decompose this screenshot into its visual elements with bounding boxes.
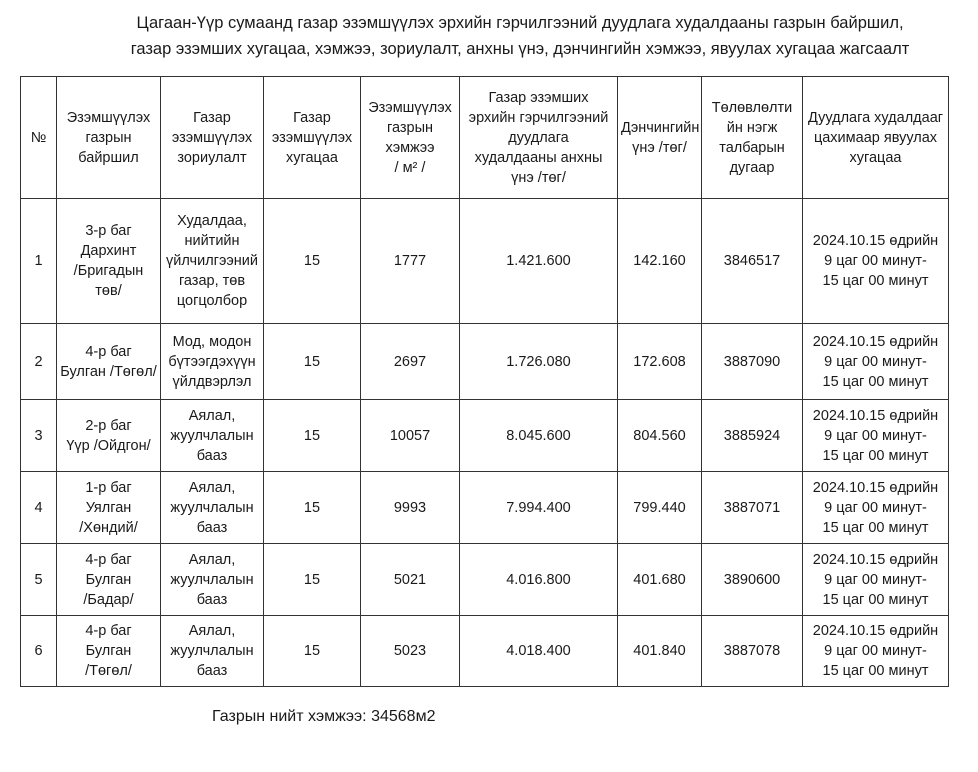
cell-deposit: 401.840 (618, 616, 702, 687)
cell-auction-time: 2024.10.15 өдрийн 9 цаг 00 минут- 15 цаг 00 минут (803, 400, 949, 472)
cell-number: 1 (21, 199, 57, 324)
table-row (21, 616, 949, 687)
cell-deposit: 804.560 (618, 400, 702, 472)
cell-area: 5021 (361, 544, 460, 616)
cell-duration: 15 (264, 199, 361, 324)
cell-purpose: Аялал, жуулчлалын бааз (161, 616, 264, 687)
cell-deposit: 799.440 (618, 472, 702, 544)
cell-location: 4-р баг Булган /Төгөл/ (57, 616, 161, 687)
cell-number: 6 (21, 616, 57, 687)
cell-duration: 15 (264, 616, 361, 687)
cell-start-price: 1.726.080 (460, 324, 618, 400)
header-auction-time: Дуудлага худалдааг цахимаар явуулах хугацаа (803, 77, 949, 199)
total-area-note: Газрын нийт хэмжээ: 34568м2 (212, 708, 436, 725)
cell-parcel-number: 3885924 (702, 400, 803, 472)
cell-start-price: 4.018.400 (460, 616, 618, 687)
cell-parcel-number: 3887090 (702, 324, 803, 400)
table-row (21, 324, 949, 400)
cell-start-price: 1.421.600 (460, 199, 618, 324)
cell-purpose: Аялал, жуулчлалын бааз (161, 472, 264, 544)
cell-area: 9993 (361, 472, 460, 544)
cell-duration: 15 (264, 544, 361, 616)
cell-deposit: 172.608 (618, 324, 702, 400)
cell-area: 5023 (361, 616, 460, 687)
cell-deposit: 401.680 (618, 544, 702, 616)
cell-auction-time: 2024.10.15 өдрийн 9 цаг 00 минут- 15 цаг 00 минут (803, 616, 949, 687)
cell-purpose: Аялал, жуулчлалын бааз (161, 544, 264, 616)
cell-start-price: 7.994.400 (460, 472, 618, 544)
cell-number: 4 (21, 472, 57, 544)
cell-duration: 15 (264, 400, 361, 472)
cell-parcel-number: 3890600 (702, 544, 803, 616)
title-line-1: Цагаан-Үүр сумаанд газар эзэмшүүлэх эрхийн гэрчилгээний дуудлага худалдааны газрын байршил, (136, 14, 904, 32)
cell-number: 5 (21, 544, 57, 616)
header-parcel-number: Төлөвлөлти йн нэгж талбарын дугаар (702, 77, 803, 199)
header-location: Эзэмшүүлэх газрын байршил (57, 77, 161, 199)
header-deposit: Дэнчингийн үнэ /төг/ (618, 77, 702, 199)
cell-parcel-number: 3846517 (702, 199, 803, 324)
cell-start-price: 8.045.600 (460, 400, 618, 472)
header-duration: Газар эзэмшүүлэх хугацаа (264, 77, 361, 199)
title-line-2: газар эзэмших хугацаа, хэмжээ, зориулалт, анхны үнэ, дэнчингийн хэмжээ, явуулах хугацаа жагсаалт (130, 40, 910, 58)
table-row (21, 400, 949, 472)
cell-location: 4-р баг Булган /Бадар/ (57, 544, 161, 616)
cell-number: 2 (21, 324, 57, 400)
cell-area: 10057 (361, 400, 460, 472)
cell-auction-time: 2024.10.15 өдрийн 9 цаг 00 минут- 15 цаг 00 минут (803, 199, 949, 324)
table-row (21, 544, 949, 616)
cell-location: 4-р баг Булган /Төгөл/ (57, 324, 161, 400)
header-number: № (21, 77, 57, 199)
cell-auction-time: 2024.10.15 өдрийн 9 цаг 00 минут- 15 цаг 00 минут (803, 544, 949, 616)
cell-deposit: 142.160 (618, 199, 702, 324)
cell-location: 3-р баг Дархинт /Бригадын төв/ (57, 199, 161, 324)
cell-purpose: Худалдаа, нийтийн үйлчилгээний газар, төв цогцолбор (161, 199, 264, 324)
cell-location: 2-р баг Үүр /Ойдгон/ (57, 400, 161, 472)
cell-purpose: Мод, модон бүтээгдэхүүн үйлдвэрлэл (161, 324, 264, 400)
cell-location: 1-р баг Уялган /Хөндий/ (57, 472, 161, 544)
cell-auction-time: 2024.10.15 өдрийн 9 цаг 00 минут- 15 цаг 00 минут (803, 472, 949, 544)
cell-area: 2697 (361, 324, 460, 400)
cell-duration: 15 (264, 324, 361, 400)
cell-start-price: 4.016.800 (460, 544, 618, 616)
cell-number: 3 (21, 400, 57, 472)
cell-auction-time: 2024.10.15 өдрийн 9 цаг 00 минут- 15 цаг 00 минут (803, 324, 949, 400)
header-start-price: Газар эзэмших эрхийн гэрчилгээний дуудлага худалдааны анхны үнэ /төг/ (460, 77, 618, 199)
table-row (21, 199, 949, 324)
cell-duration: 15 (264, 472, 361, 544)
cell-area: 1777 (361, 199, 460, 324)
header-area: Эзэмшүүлэх газрын хэмжээ / м² / (361, 77, 460, 199)
table-header-row (21, 77, 949, 199)
cell-parcel-number: 3887078 (702, 616, 803, 687)
table-row (21, 472, 949, 544)
cell-purpose: Аялал, жуулчлалын бааз (161, 400, 264, 472)
header-purpose: Газар эзэмшүүлэх зориулалт (161, 77, 264, 199)
document-title (120, 10, 920, 62)
cell-parcel-number: 3887071 (702, 472, 803, 544)
land-auction-table (20, 76, 949, 687)
